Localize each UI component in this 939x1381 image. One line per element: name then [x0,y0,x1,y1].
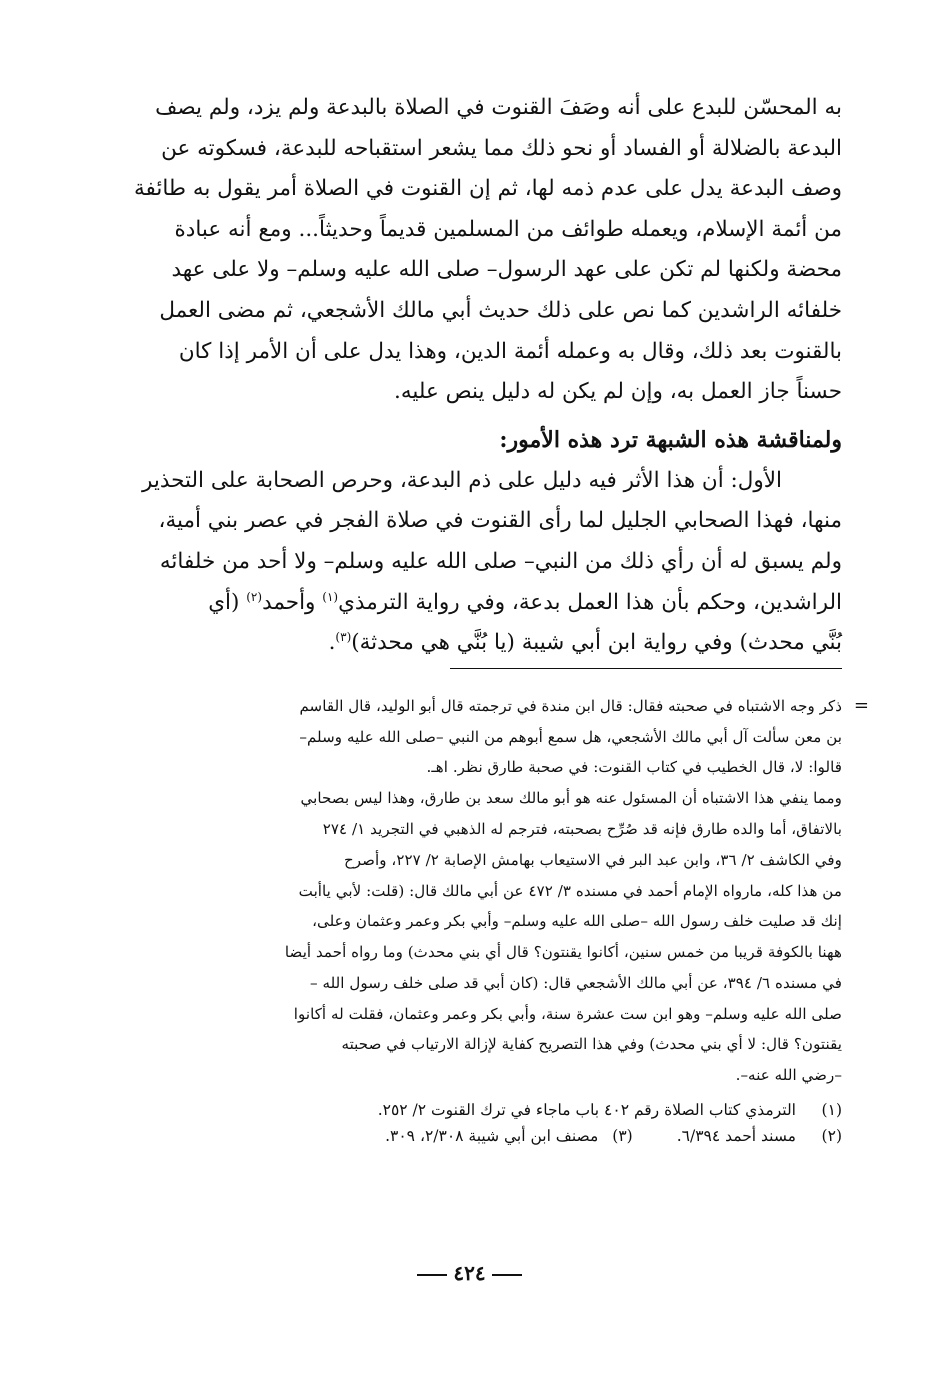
footnote-ref-2[interactable]: (٢) [246,589,263,604]
body-text: بُنَّي محدث) وفي رواية ابن أبي شيبة (يا بُنَّي هي محدثة) [351,630,842,656]
footnote-text: مصنف ابن أبي شيبة ٢/٣٠٨، ٣٠٩. [385,1127,599,1146]
body-line: وصف البدعة يدل على عدم ذمه لها، ثم إن القنوت في الصلاة أمر يقول به طائفة [133,176,842,202]
footnote-ref-3[interactable]: (٣) [335,629,352,644]
body-line: بالقنوت بعد ذلك، وقال به وعمله أئمة الدين، وهذا يدل على أن الأمر إذا كان [178,338,842,364]
main-text [110,88,842,664]
footnote-text: مسند أحمد ٦/٣٩٤. [676,1127,796,1146]
footnote-line: ذكر وجه الاشتباه في صحبته فقال: قال ابن مندة في ترجمته قال أبو الوليد، قال القاسم [299,696,842,715]
body-text: . [328,630,336,656]
footnote-2-3 [110,1123,842,1149]
body-line: به المحسّن للبدع على أنه وصَفَ القنوت في الصلاة بالبدعة ولم يزد، ولم يصف [155,95,842,120]
body-line: من أئمة الإسلام، ويعمله طوائف من المسلمين قديماً وحديثاً... ومع أنه عبادة [174,216,842,242]
body-line: الأول: أن هذا الأثر فيه دليل على ذم البدعة، وحرص الصحابة على التحذير [142,467,782,493]
body-line [110,583,842,624]
page-number-text: ٤٢٤ [453,1261,486,1285]
footnote-divider [450,668,842,669]
footnote-number: (٢) [821,1127,842,1146]
footnote-line: بالاتفاق، أما والده طارق فإنه قد صُرِّح بصحبته، فترجم له الذهبي في التجريد ١/ ٢٧٤ [322,819,842,838]
body-line: البدعة بالضلالة أو الفساد أو نحو ذلك مما يشعر استقباحه للبدعة، فسكوته عن [161,135,842,161]
page-content [110,88,869,1149]
body-line: منها، فهذا الصحابي الجليل لما رأى القنوت في صلاة الفجر في عصر بني أمية، [158,508,842,534]
page-number [0,1261,939,1285]
footnote-line: قالوا: لا، قال الخطيب في كتاب القنوت: في صحبة طارق نظر. اهـ. [426,758,842,777]
footnote-1 [110,1097,842,1123]
body-text: (أي [208,589,247,615]
dash [417,1274,447,1276]
footnote-ref-1[interactable]: (١) [322,589,339,604]
body-line: محضة ولكنها لم تكن على عهد الرسول– صلى الله عليه وسلم– ولا على عهد [171,257,842,283]
footnote-number: (١) [821,1101,842,1120]
body-line: ولم يسبق له أن رأي ذلك من النبي– صلى الله عليه وسلم– ولا أحد من خلفائه [159,548,842,574]
footnote-line: ومما ينفي هذا الاشتباه أن المسئول عنه هو أبو مالك سعد بن طارق، وهذا ليس بصحابي [300,789,842,808]
footnote-line: صلى الله عليه وسلم– وهو ابن ست عشرة سنة، وأبي بكر وعمر وعثمان، فقلت له أكانوا [293,1004,842,1023]
footnote-number: (٣) [612,1127,633,1146]
body-line [110,623,842,664]
dash [492,1274,522,1276]
footnote-line: يقنتون؟ قال: لا أي بني محدث) وفي هذا التصريح كفاية لإزالة الارتياب في صحبته [341,1035,842,1054]
body-line: خلفائه الراشدين كما نص على ذلك حديث أبي مالك الأشجعي، ثم مضى العمل [159,297,842,323]
continuation-marker: = [853,694,869,716]
footnote-line: وفي الكاشف ٢/ ٣٦، وابن عبد البر في الاستيعاب بهامش الإصابة ٢/ ٢٢٧، وأصرح [343,850,842,869]
body-text: الراشدين، وحكم بأن هذا العمل بدعة، وفي رواية الترمذي [338,589,842,615]
footnote-line: من هذا كله، مارواه الإمام أحمد في مسنده ٣/ ٤٧٢ عن أبي مالك قال: (قلت: لأبي ياأبت [298,881,842,900]
footnote-line: إنك قد صليت خلف رسول الله –صلى الله عليه وسلم– وأبي بكر وعمر وعثمان وعلى، [312,912,842,931]
footnote-text: الترمذي كتاب الصلاة رقم ٤٠٢ باب ماجاء في ترك القنوت ٢/ ٢٥٢. [377,1101,796,1120]
footnote-line: –رضي الله عنه–. [735,1066,842,1085]
body-text: وأحمد [262,589,323,615]
footnote-line: في مسنده ٦/ ٣٩٤، عن أبي مالك الأشجعي قال: (كان أبي قد صلى خلف رسول الله – [310,973,842,992]
footnote-line: ههنا بالكوفة قريبا من خمس سنين، أكانوا يقنتون؟ قال أي بني محدث) وما رواه أحمد أيضا [284,943,842,962]
footnote-continuation [110,691,869,1091]
body-line: حسناً جاز العمل به، وإن لم يكن له دليل ينص عليه. [394,379,842,405]
section-heading: ولمناقشة هذه الشبهة ترد هذه الأمور: [499,426,842,453]
footnotes [110,1097,842,1149]
footnote-line: بن معن سألت آل أبي مالك الأشجعي، هل سمع أبوهم من النبي –صلى الله عليه وسلم– [299,727,842,746]
